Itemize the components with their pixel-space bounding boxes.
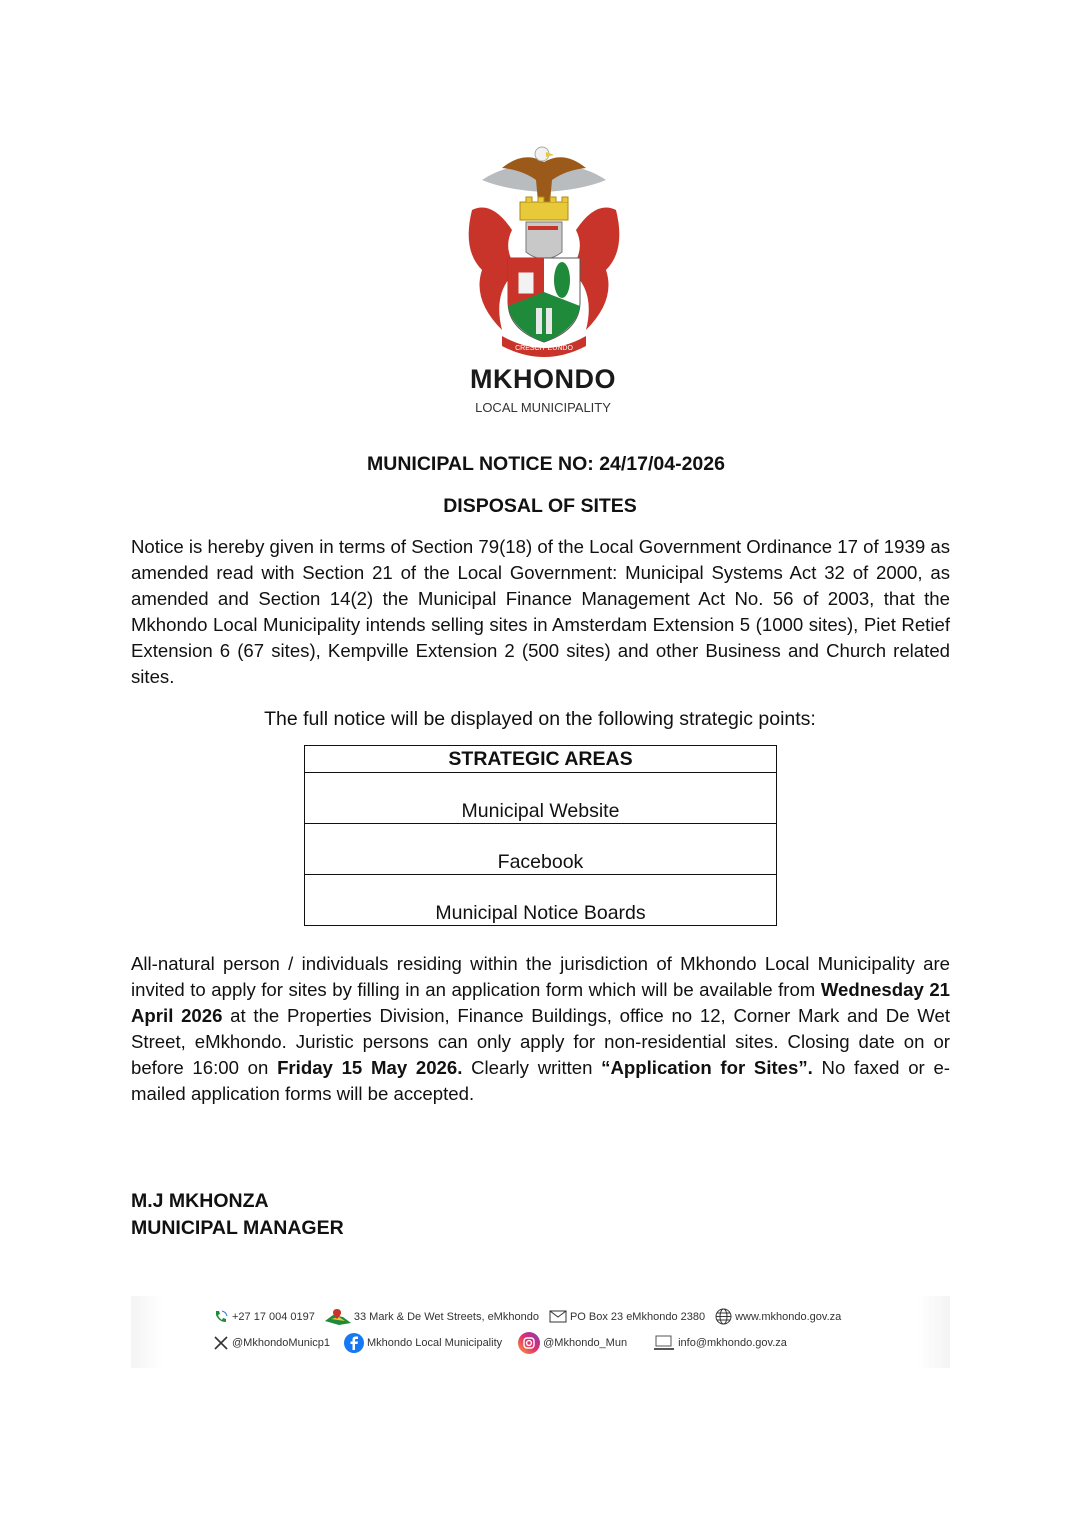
table-cell: Municipal Website	[305, 773, 777, 824]
footer-facebook	[344, 1333, 502, 1353]
footer-address	[325, 1309, 539, 1325]
notice-number: MUNICIPAL NOTICE NO: 24/17/04-2026	[367, 453, 725, 475]
po-box-text: PO Box 23 eMkhondo 2380	[569, 1310, 706, 1323]
organization-subtitle: LOCAL MUNICIPALITY	[475, 400, 611, 415]
table-header-row	[305, 746, 777, 773]
facebook-link[interactable]: Mkhondo Local Municipality	[367, 1337, 503, 1349]
signatory-title: MUNICIPAL MANAGER	[131, 1217, 344, 1239]
table-header: STRATEGIC AREAS	[305, 746, 777, 773]
municipal-crest-logo	[462, 140, 626, 358]
x-handle-link[interactable]: @MkhondoMunicp1	[232, 1337, 330, 1349]
instagram-icon	[518, 1332, 540, 1354]
application-label: “Application for Sites”.	[601, 1057, 813, 1078]
signatory-name: M.J MKHONZA	[131, 1190, 269, 1212]
paragraph-text: All-natural person / individuals residing within the jurisdiction of Mkhondo Local Municipality are invited to apply for sites by filling in an application form which will be available from	[131, 953, 950, 1000]
footer-x	[213, 1335, 330, 1351]
table-cell: Municipal Notice Boards	[305, 875, 777, 926]
display-intro: The full notice will be displayed on the following strategic points:	[264, 708, 816, 730]
table-row	[305, 824, 777, 875]
footer-po-box	[549, 1310, 705, 1323]
notice-paragraph-2	[131, 951, 950, 1107]
globe-icon	[715, 1308, 732, 1325]
x-twitter-icon	[213, 1335, 229, 1351]
table-row	[305, 875, 777, 926]
table-cell: Facebook	[305, 824, 777, 875]
computer-icon	[653, 1335, 675, 1351]
strategic-areas-table	[304, 745, 777, 926]
address-text: 33 Mark & De Wet Streets, eMkhondo	[353, 1310, 539, 1323]
closing-date: Friday 15 May 2026.	[277, 1057, 463, 1078]
instagram-link[interactable]: @Mkhondo_Mun	[543, 1337, 628, 1349]
facebook-icon	[344, 1333, 364, 1353]
table-row	[305, 773, 777, 824]
notice-paragraph-1: Notice is hereby given in terms of Section 79(18) of the Local Government Ordinance 17 of 1939 as amended read with Section 21 of the Local Government: Municipal Systems Act 32 of 2000, as amended and Section 14(2) the Municipal Finance Management Act No. 56 of 2003, that the Mkhondo Local Municipality intends selling sites in Amsterdam Extension 5 (1000 sites), Piet Retief Extension 6 (67 sites), Kempville Extension 2 (500 sites) and other Business and Church related sites.	[131, 536, 950, 687]
open-date: Wednesday 21 April 2026	[131, 979, 951, 1026]
envelope-icon	[549, 1310, 567, 1323]
footer-phone	[213, 1309, 315, 1325]
website-link[interactable]: www.mkhondo.gov.za	[735, 1310, 842, 1323]
footer-row-2	[213, 1332, 797, 1354]
map-location-icon	[325, 1309, 351, 1325]
paragraph-text: No faxed or e-mailed application forms will be accepted.	[131, 1057, 950, 1104]
paragraph-text: at the Properties Division, Finance Buildings, office no 12, Corner Mark and De Wet Street, eMkhondo. Juristic persons can only apply for non-residential sites. Closing date on or before 16:00 on	[131, 1005, 950, 1078]
notice-title: DISPOSAL OF SITES	[443, 495, 637, 517]
paragraph-text: Clearly written	[462, 1057, 602, 1078]
phone-text: +27 17 004 0197	[232, 1310, 315, 1323]
email-link[interactable]: info@mkhondo.gov.za	[678, 1337, 787, 1349]
footer-row-1	[213, 1308, 851, 1325]
footer-website	[715, 1308, 841, 1325]
contact-footer	[131, 1296, 950, 1368]
footer-email	[653, 1335, 787, 1351]
crest-motto: CRESCIT EUNDO	[515, 345, 573, 352]
footer-instagram	[518, 1332, 627, 1354]
phone-icon	[213, 1309, 229, 1325]
organization-name: MKHONDO	[470, 364, 616, 394]
